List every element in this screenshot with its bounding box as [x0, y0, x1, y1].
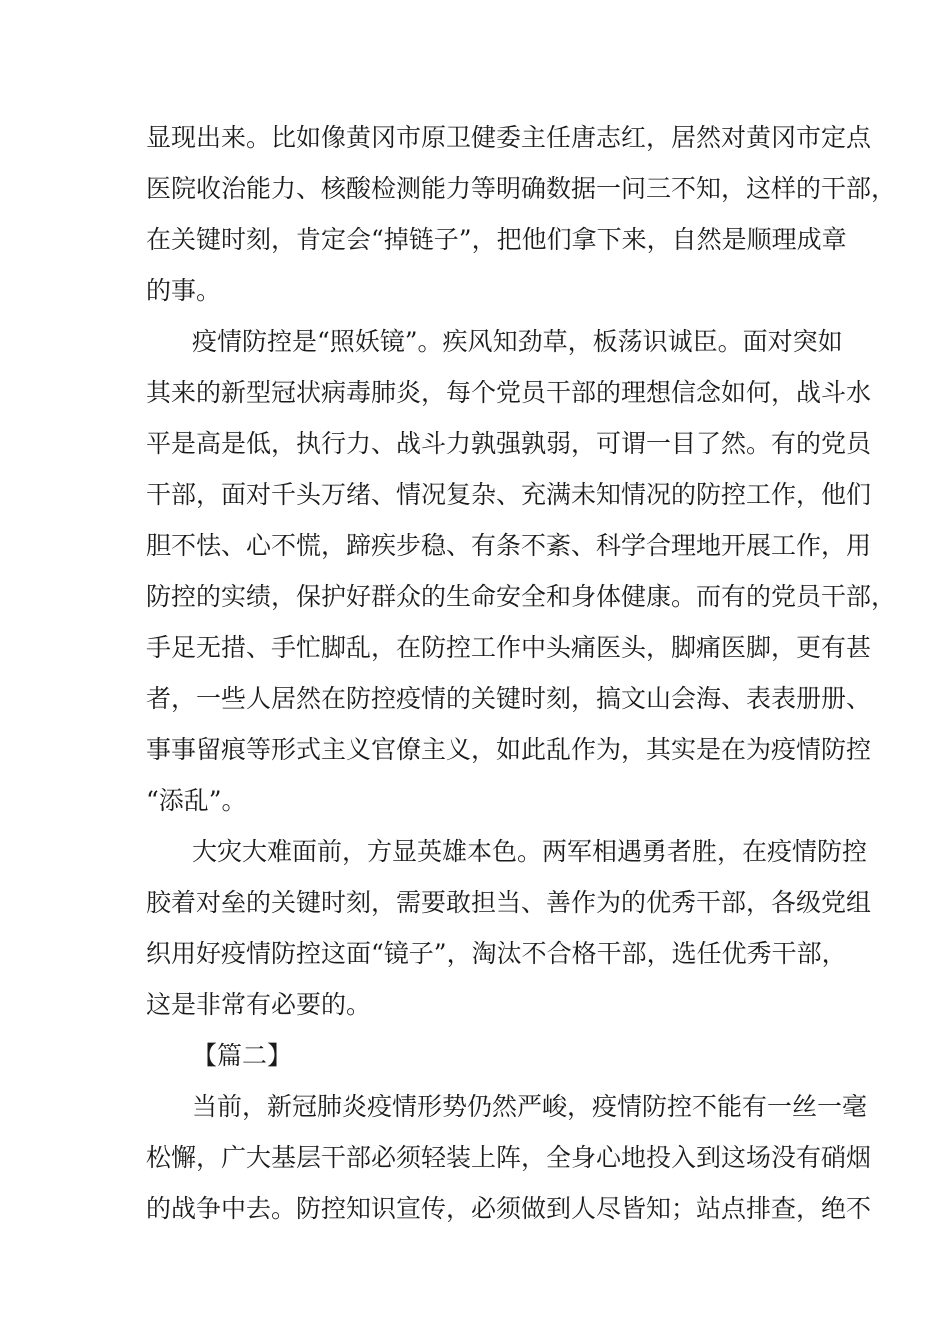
- text-line: 织用好疫情防控这面“镜子”，淘汰不合格干部，选任优秀干部，: [146, 939, 847, 968]
- paragraph-first-line: 大灾大难面前，方显英雄本色。两军相遇勇者胜，在疫情防控: [192, 837, 868, 866]
- text-line: 手足无措、手忙脚乱，在防控工作中头痛医头，脚痛医脚，更有甚: [146, 633, 872, 662]
- text-line: 防控的实绩，保护好群众的生命安全和身体健康。而有的党员干部，: [146, 582, 897, 611]
- text-line: 干部，面对千头万绪、情况复杂、充满未知情况的防控工作，他们: [146, 480, 872, 509]
- text-line: “添乱”。: [146, 786, 247, 815]
- text-line: 的事。: [146, 276, 222, 305]
- paragraph-first-line: 疫情防控是“照妖镜”。疾风知劲草，板荡识诚臣。面对突如: [192, 327, 843, 356]
- text-line: 这是非常有必要的。: [146, 990, 372, 1019]
- text-line: 显现出来。比如像黄冈市原卫健委主任唐志红，居然对黄冈市定点: [146, 123, 872, 152]
- text-line: 医院收治能力、核酸检测能力等明确数据一问三不知，这样的干部，: [146, 174, 897, 203]
- text-line: 者，一些人居然在防控疫情的关键时刻，搞文山会海、表表册册、: [146, 684, 872, 713]
- text-line: 胶着对垒的关键时刻，需要敢担当、善作为的优秀干部，各级党组: [146, 888, 872, 917]
- text-line: 松懈，广大基层干部必须轻装上阵，全身心地投入到这场没有硝烟: [146, 1143, 872, 1172]
- paragraph-first-line: 当前，新冠肺炎疫情形势仍然严峻，疫情防控不能有一丝一毫: [192, 1092, 868, 1121]
- text-line: 胆不怯、心不慌，蹄疾步稳、有条不紊、科学合理地开展工作，用: [146, 531, 872, 560]
- text-line: 在关键时刻，肯定会“掉链子”，把他们拿下来，自然是顺理成章: [146, 225, 847, 254]
- section-heading: 【篇二】: [192, 1041, 293, 1070]
- text-line: 平是高是低，执行力、战斗力孰强孰弱，可谓一目了然。有的党员: [146, 429, 872, 458]
- text-line: 事事留痕等形式主义官僚主义，如此乱作为，其实是在为疫情防控: [146, 735, 872, 764]
- text-line: 其来的新型冠状病毒肺炎，每个党员干部的理想信念如何，战斗水: [146, 378, 872, 407]
- text-line: 的战争中去。防控知识宣传，必须做到人尽皆知；站点排查，绝不: [146, 1194, 872, 1223]
